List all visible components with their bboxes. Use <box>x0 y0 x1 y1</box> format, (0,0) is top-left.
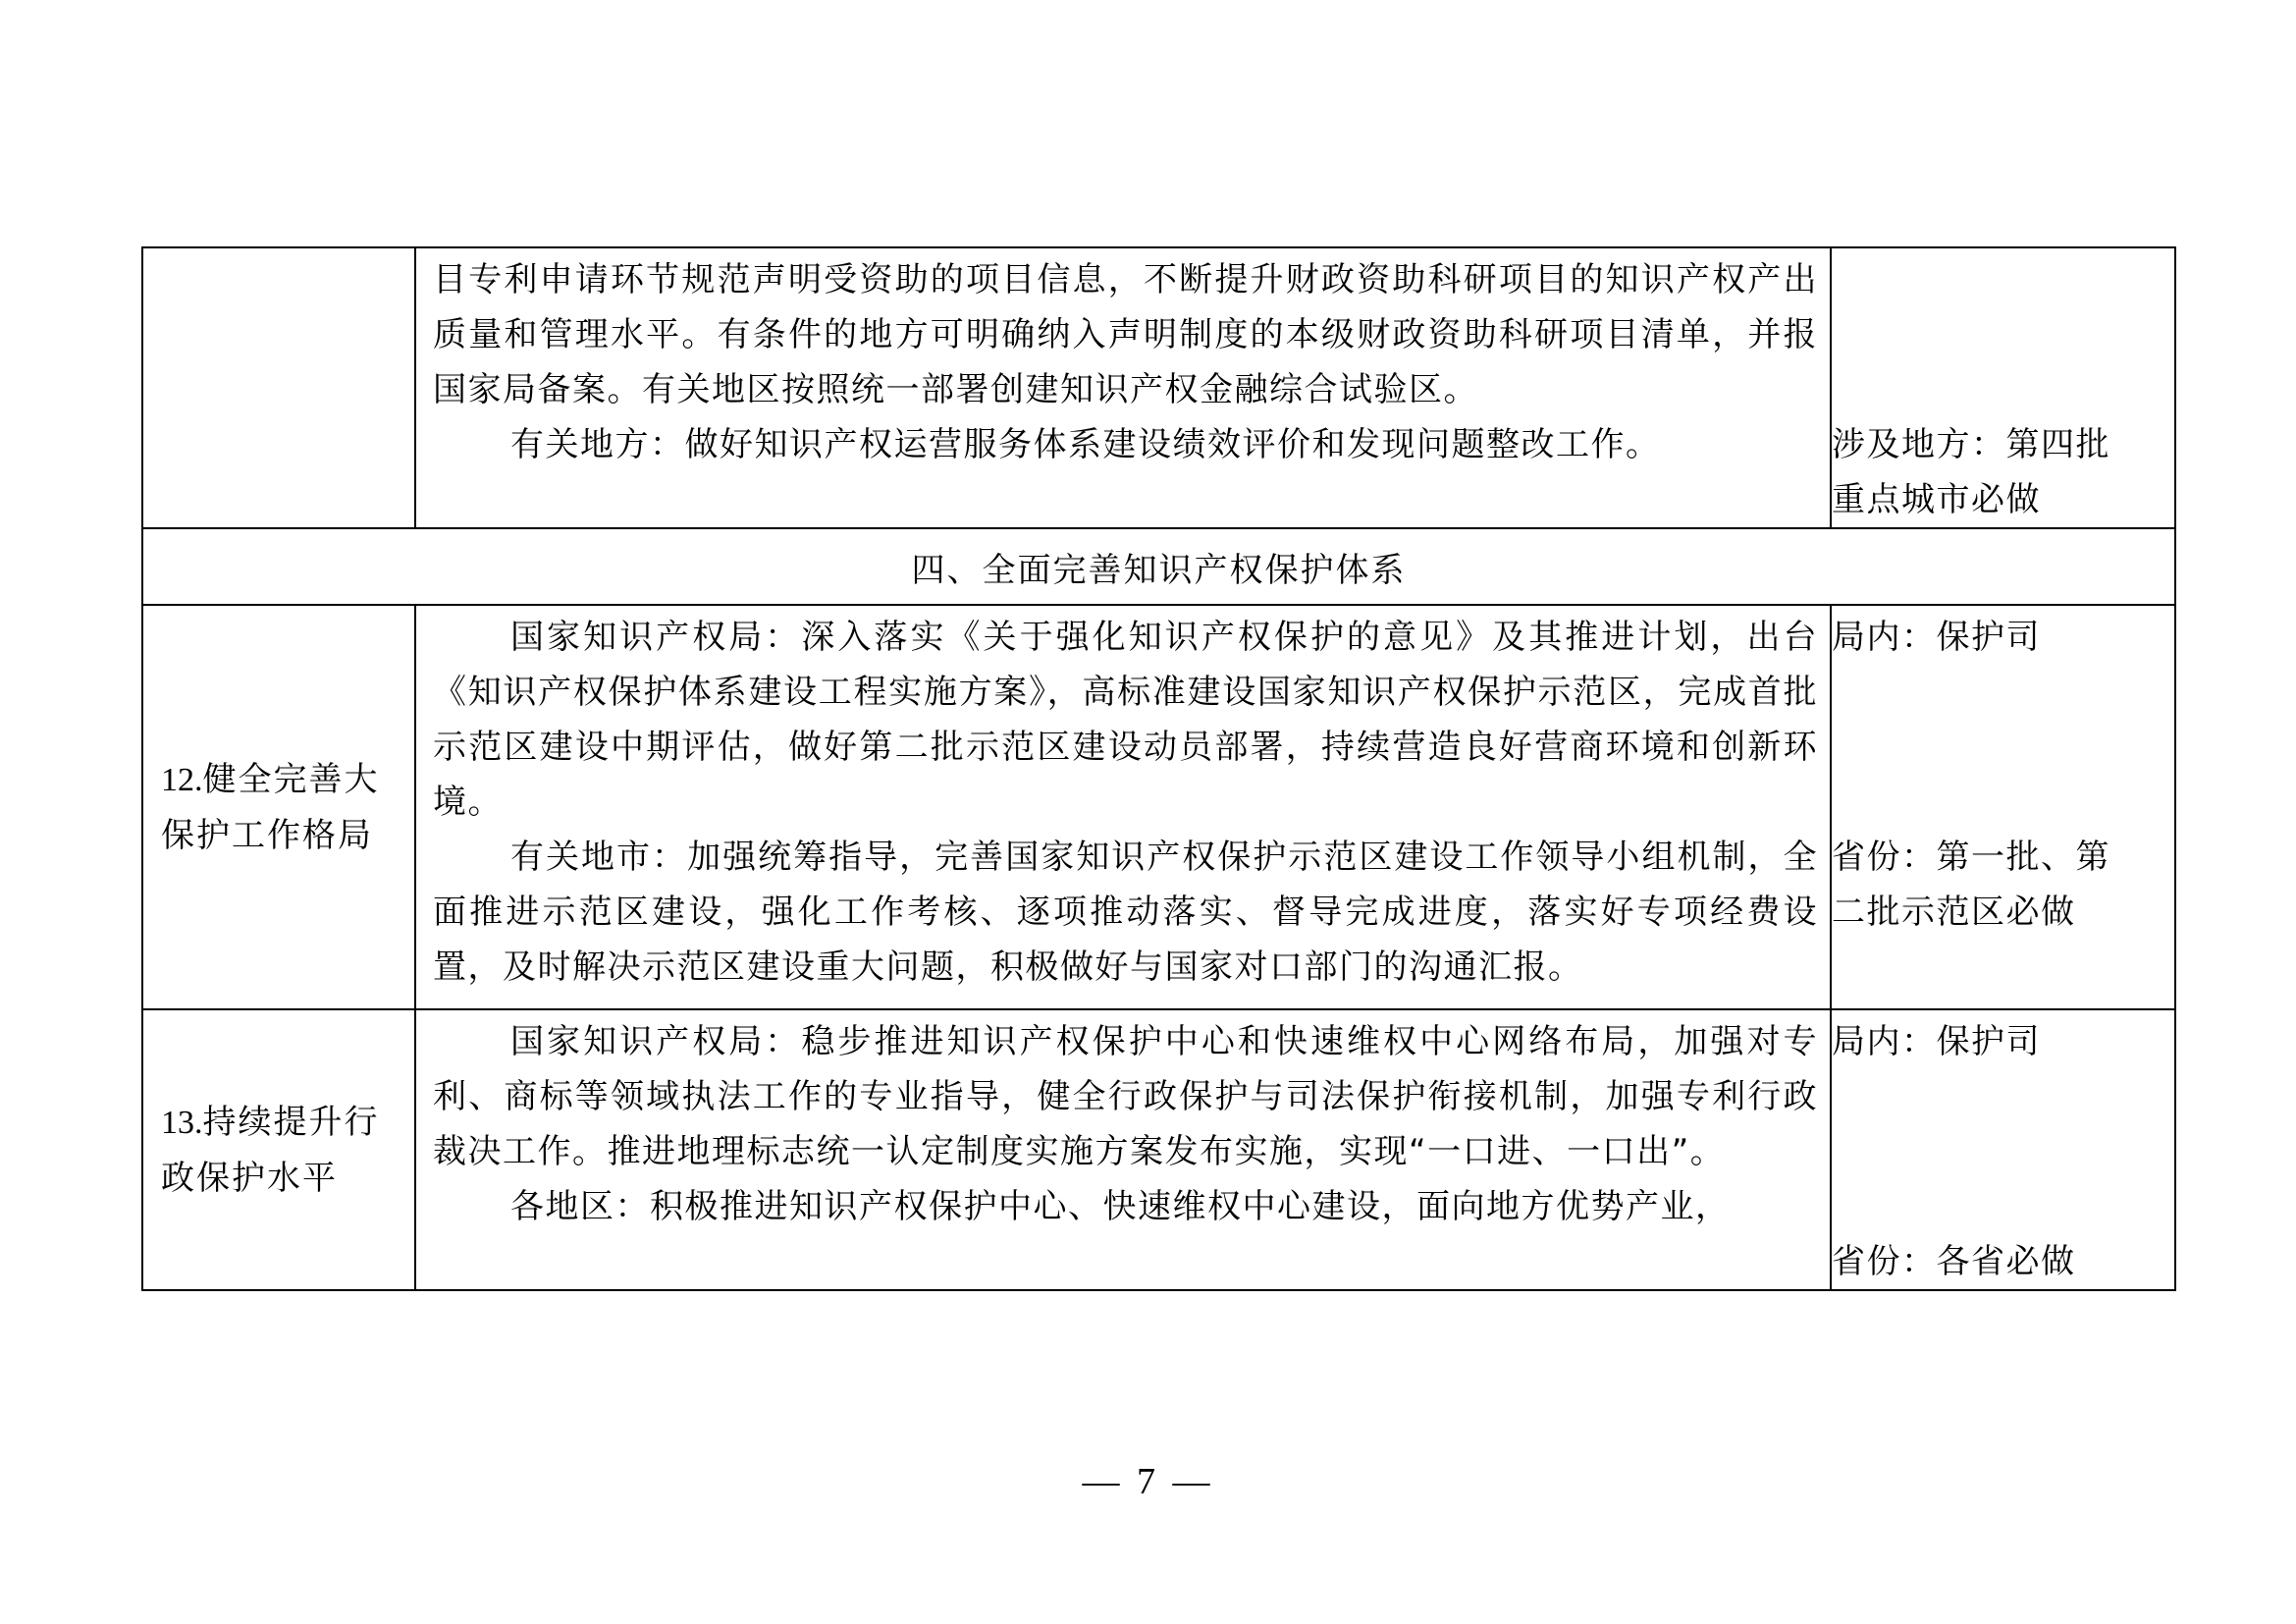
measures-cell <box>415 605 1831 1009</box>
responsibility-cell <box>1831 605 2175 1009</box>
section-heading: 四、全面完善知识产权保护体系 <box>142 528 2175 605</box>
task-number: 13. <box>161 1104 203 1141</box>
responsibility-line: 二批示范区必做 <box>1832 893 2076 932</box>
task-table <box>141 246 2176 1291</box>
responsibility-cell <box>1831 247 2175 528</box>
measure-paragraph: 各地区：积极推进知识产权保护中心、快速维权中心建设，面向地方优势产业， <box>510 1187 1731 1226</box>
measures-cell <box>415 247 1831 528</box>
measure-paragraph: 国家知识产权局：稳步推进知识产权保护中心和快速维权中心网络布局，加强对专利、商标等领域执法工作的专业指导，健全行政保护与司法保护衔接机制，加强专利行政裁决工作。推进地理标志统一认定制度实施方案发布实施，实现“一口进、一口出”。 <box>433 1022 1818 1171</box>
responsibility-line: 重点城市必做 <box>1832 480 2041 519</box>
measure-paragraph: 国家知识产权局：深入落实《关于强化知识产权保护的意见》及其推进计划，出台《知识产权保护体系建设工程实施方案》，高标准建设国家知识产权保护示范区，完成首批示范区建设中期评估，做好第二批示范区建设动员部署，持续营造良好营商环境和创新环境。 <box>433 618 1818 822</box>
task-cell <box>142 1009 415 1290</box>
responsibility-line: 省份：第一批、第 <box>1832 838 2110 877</box>
task-number: 12. <box>161 761 203 798</box>
responsibility-line: 省份：各省必做 <box>1832 1242 2076 1281</box>
responsibility-line: 涉及地方：第四批 <box>1832 425 2110 464</box>
task-cell-empty <box>142 247 415 528</box>
task-title: 持续提升行政保护水平 <box>161 1102 380 1198</box>
responsibility-cell <box>1831 1009 2175 1290</box>
table-row-13 <box>142 1009 2175 1290</box>
page-number: — 7 — <box>1082 1461 1214 1502</box>
measure-paragraph: 有关地方：做好知识产权运营服务体系建设绩效评价和发现问题整改工作。 <box>510 425 1661 464</box>
responsibility-line: 局内：保护司 <box>1832 1022 2041 1061</box>
measure-paragraph: 目专利申请环节规范声明受资助的项目信息，不断提升财政资助科研项目的知识产权产出质量和管理水平。有条件的地方可明确纳入声明制度的本级财政资助科研项目清单，并报国家局备案。有关地区按照统一部署创建知识产权金融综合试验区。 <box>433 260 1818 409</box>
measures-cell <box>415 1009 1831 1290</box>
table-row-continued <box>142 247 2175 528</box>
task-cell <box>142 605 415 1009</box>
responsibility-line: 局内：保护司 <box>1832 618 2041 657</box>
section-row <box>142 528 2175 605</box>
task-title: 健全完善大保护工作格局 <box>161 759 380 855</box>
table-row-12 <box>142 605 2175 1009</box>
measure-paragraph: 有关地市：加强统筹指导，完善国家知识产权保护示范区建设工作领导小组机制，全面推进示范区建设，强化工作考核、逐项推动落实、督导完成进度，落实好专项经费设置，及时解决示范区建设重大问题，积极做好与国家对口部门的沟通汇报。 <box>433 838 1818 987</box>
